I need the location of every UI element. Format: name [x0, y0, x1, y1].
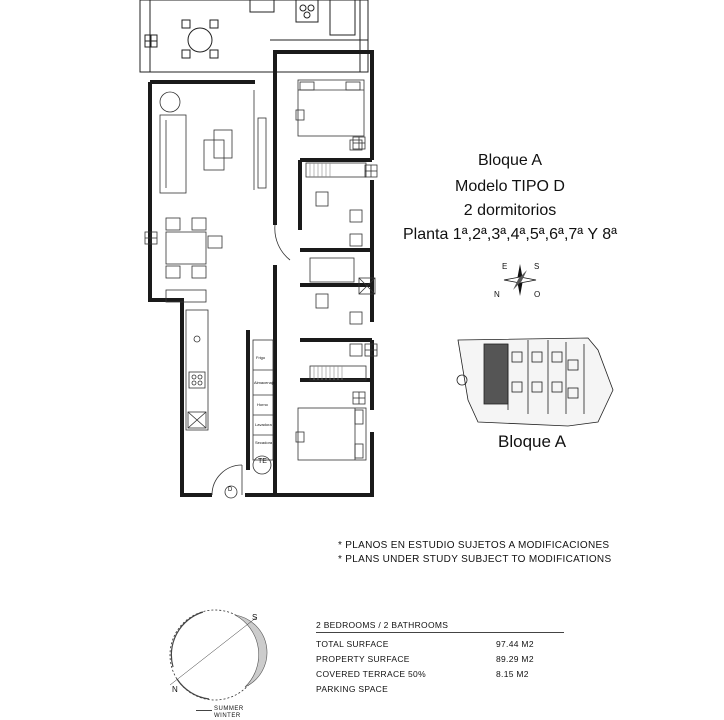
te-label: TE [258, 458, 267, 465]
compass-n-label: N [494, 290, 500, 299]
model-title: Modelo TIPO D [455, 178, 565, 195]
storage-label-frigo: Frigo [256, 355, 266, 360]
table-row [316, 684, 564, 699]
bedrooms-title: 2 dormitorios [463, 202, 557, 219]
sun-s-label: S [252, 613, 258, 622]
key-plan-map [457, 338, 613, 426]
storage-label-secadora: Secadora [255, 440, 273, 445]
storage-label-almacenaje: Almacenaje [254, 380, 275, 385]
door-d-label: D [228, 487, 233, 493]
table-row [316, 639, 564, 654]
walls [150, 52, 372, 495]
floors-title: Planta 1ª,2ª,3ª,4ª,5ª,6ª,7ª Y 8ª [402, 226, 618, 243]
row-value: 97.44 M2 [496, 639, 534, 649]
terrace [140, 0, 368, 72]
sun-path-diagram [170, 610, 267, 700]
surface-table-header: 2 BEDROOMS / 2 BATHROOMS [316, 620, 564, 633]
furniture [145, 80, 377, 498]
row-label: COVERED TERRACE 50% [316, 669, 426, 679]
sun-n-label: N [172, 685, 178, 694]
note-english: * PLANS UNDER STUDY SUBJECT TO MODIFICATIONS [338, 554, 612, 565]
wardrobe-hatch [310, 163, 342, 380]
compass-e-label: E [502, 262, 508, 271]
summer-label: SUMMER [214, 706, 244, 712]
row-value: 89.29 M2 [496, 654, 534, 664]
key-plan-label: Bloque A [498, 432, 567, 451]
row-label: TOTAL SURFACE [316, 639, 389, 649]
table-row [316, 654, 564, 669]
row-label: PROPERTY SURFACE [316, 654, 410, 664]
block-title: Bloque A [477, 152, 543, 169]
row-value: 8.15 M2 [496, 669, 529, 679]
winter-label: WINTER [214, 713, 241, 719]
note-spanish: * PLANOS EN ESTUDIO SUJETOS A MODIFICACIONES [338, 540, 610, 551]
table-row [316, 669, 564, 684]
storage-label-horno: Horno [257, 402, 268, 407]
compass-s-label: S [534, 262, 540, 271]
row-value [496, 684, 556, 699]
row-label: PARKING SPACE [316, 684, 389, 694]
surface-table [316, 620, 564, 699]
compass-o-label: O [534, 290, 541, 299]
legend-line [196, 710, 212, 711]
storage-label-lavadora: Lavadora [255, 422, 272, 427]
compass-icon [504, 264, 536, 296]
